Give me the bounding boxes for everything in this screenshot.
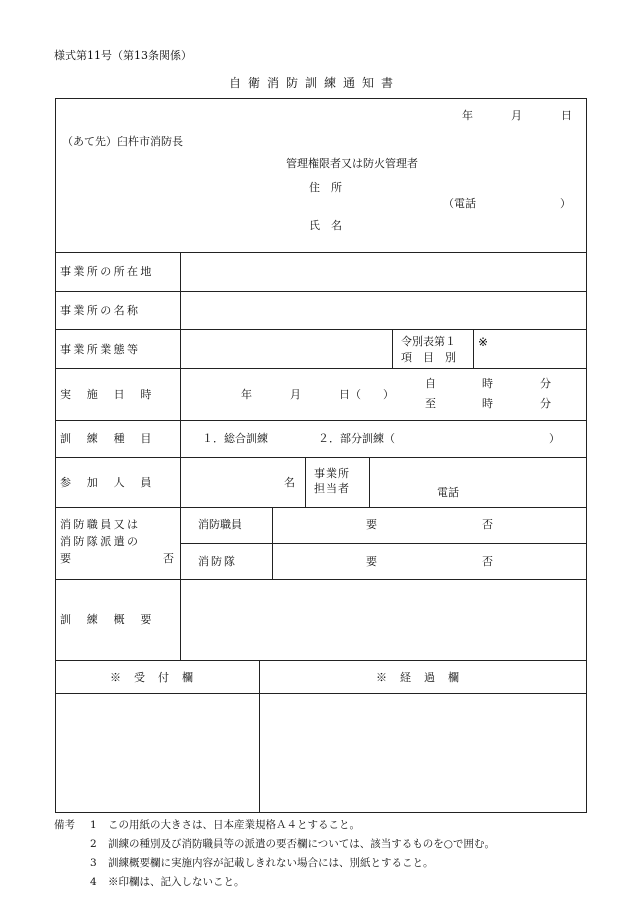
training-type-close: ） <box>549 432 560 445</box>
label-dispatch-2: 消防隊派遣の <box>60 535 141 548</box>
schedule-to: 至 <box>425 397 436 410</box>
notes-label: 備考 <box>54 819 75 831</box>
label-dispatch-1: 消防職員又は <box>60 518 141 531</box>
form-number: 様式第11号（第13条関係） <box>54 49 192 62</box>
manager-label: 管理権限者又は防火管理者 <box>286 157 418 170</box>
label-location: 事業所の所在地 <box>60 265 154 278</box>
phone-close: ） <box>560 197 571 210</box>
date-day: 日 <box>561 109 572 122</box>
appendix-mark: ※ <box>478 335 489 349</box>
label-name: 事業所の名称 <box>60 304 141 317</box>
label-business: 事業所業態等 <box>60 343 141 356</box>
note-text: ※印欄は、記入しないこと。 <box>108 876 245 888</box>
date-month: 月 <box>511 109 522 122</box>
label-dispatch-3b: 否 <box>163 552 174 565</box>
contact-label-1: 事業所 <box>314 467 350 480</box>
page-title: 自衛消防訓練通知書 <box>229 76 401 90</box>
contact-phone-label: 電話 <box>437 486 459 499</box>
dispatch-staff-label: 消防職員 <box>198 518 242 531</box>
note-text: この用紙の大きさは、日本産業規格Ａ４とすること。 <box>108 819 360 831</box>
name-label: 氏 名 <box>309 219 342 232</box>
dispatch-team-need: 要 <box>366 555 377 568</box>
schedule-from-hour: 時 <box>482 377 493 390</box>
dispatch-staff-need: 要 <box>366 518 377 531</box>
training-type-1: １．総合訓練 <box>202 432 268 445</box>
schedule-to-hour: 時 <box>482 397 493 410</box>
schedule-month: 月 <box>290 388 301 401</box>
participants-unit: 名 <box>284 476 295 489</box>
schedule-to-minute: 分 <box>540 397 551 410</box>
note-num: 2 <box>90 838 97 850</box>
label-outline: 訓 練 概 要 <box>60 613 154 626</box>
schedule-from: 自 <box>425 377 436 390</box>
schedule-year: 年 <box>241 388 252 401</box>
address-label: 住 所 <box>309 181 342 194</box>
note-num: 3 <box>90 857 97 869</box>
addressee: （あて先）臼杵市消防長 <box>62 135 183 148</box>
dispatch-team-label: 消防隊 <box>198 555 237 568</box>
appendix-line-1: 令別表第１ <box>401 335 456 348</box>
dispatch-team-no-need: 否 <box>482 555 493 568</box>
note-text: 訓練の種別及び消防職員等の派遣の要否欄については、該当するものを○で囲む。 <box>108 838 495 850</box>
appendix-line-2: 項 目 別 <box>401 351 456 364</box>
note-num: 4 <box>90 876 97 888</box>
reception-header: ※ 受 付 欄 <box>110 671 194 684</box>
label-participants: 参 加 人 員 <box>60 476 154 489</box>
note-text: 訓練概要欄に実施内容が記載しきれない場合には、別紙とすること。 <box>108 857 434 869</box>
dispatch-staff-no-need: 否 <box>482 518 493 531</box>
schedule-day: 日（ ） <box>339 388 394 401</box>
note-num: 1 <box>90 819 97 831</box>
training-type-2: ２．部分訓練（ <box>318 432 395 445</box>
progress-header: ※ 経 過 欄 <box>376 671 460 684</box>
phone-open: （電話 <box>443 197 476 210</box>
label-schedule: 実 施 日 時 <box>60 388 154 401</box>
schedule-from-minute: 分 <box>540 377 551 390</box>
contact-label-2: 担当者 <box>314 482 350 495</box>
label-training-type: 訓 練 種 目 <box>60 432 154 445</box>
label-dispatch-3a: 要 <box>60 552 71 565</box>
date-year: 年 <box>462 109 473 122</box>
